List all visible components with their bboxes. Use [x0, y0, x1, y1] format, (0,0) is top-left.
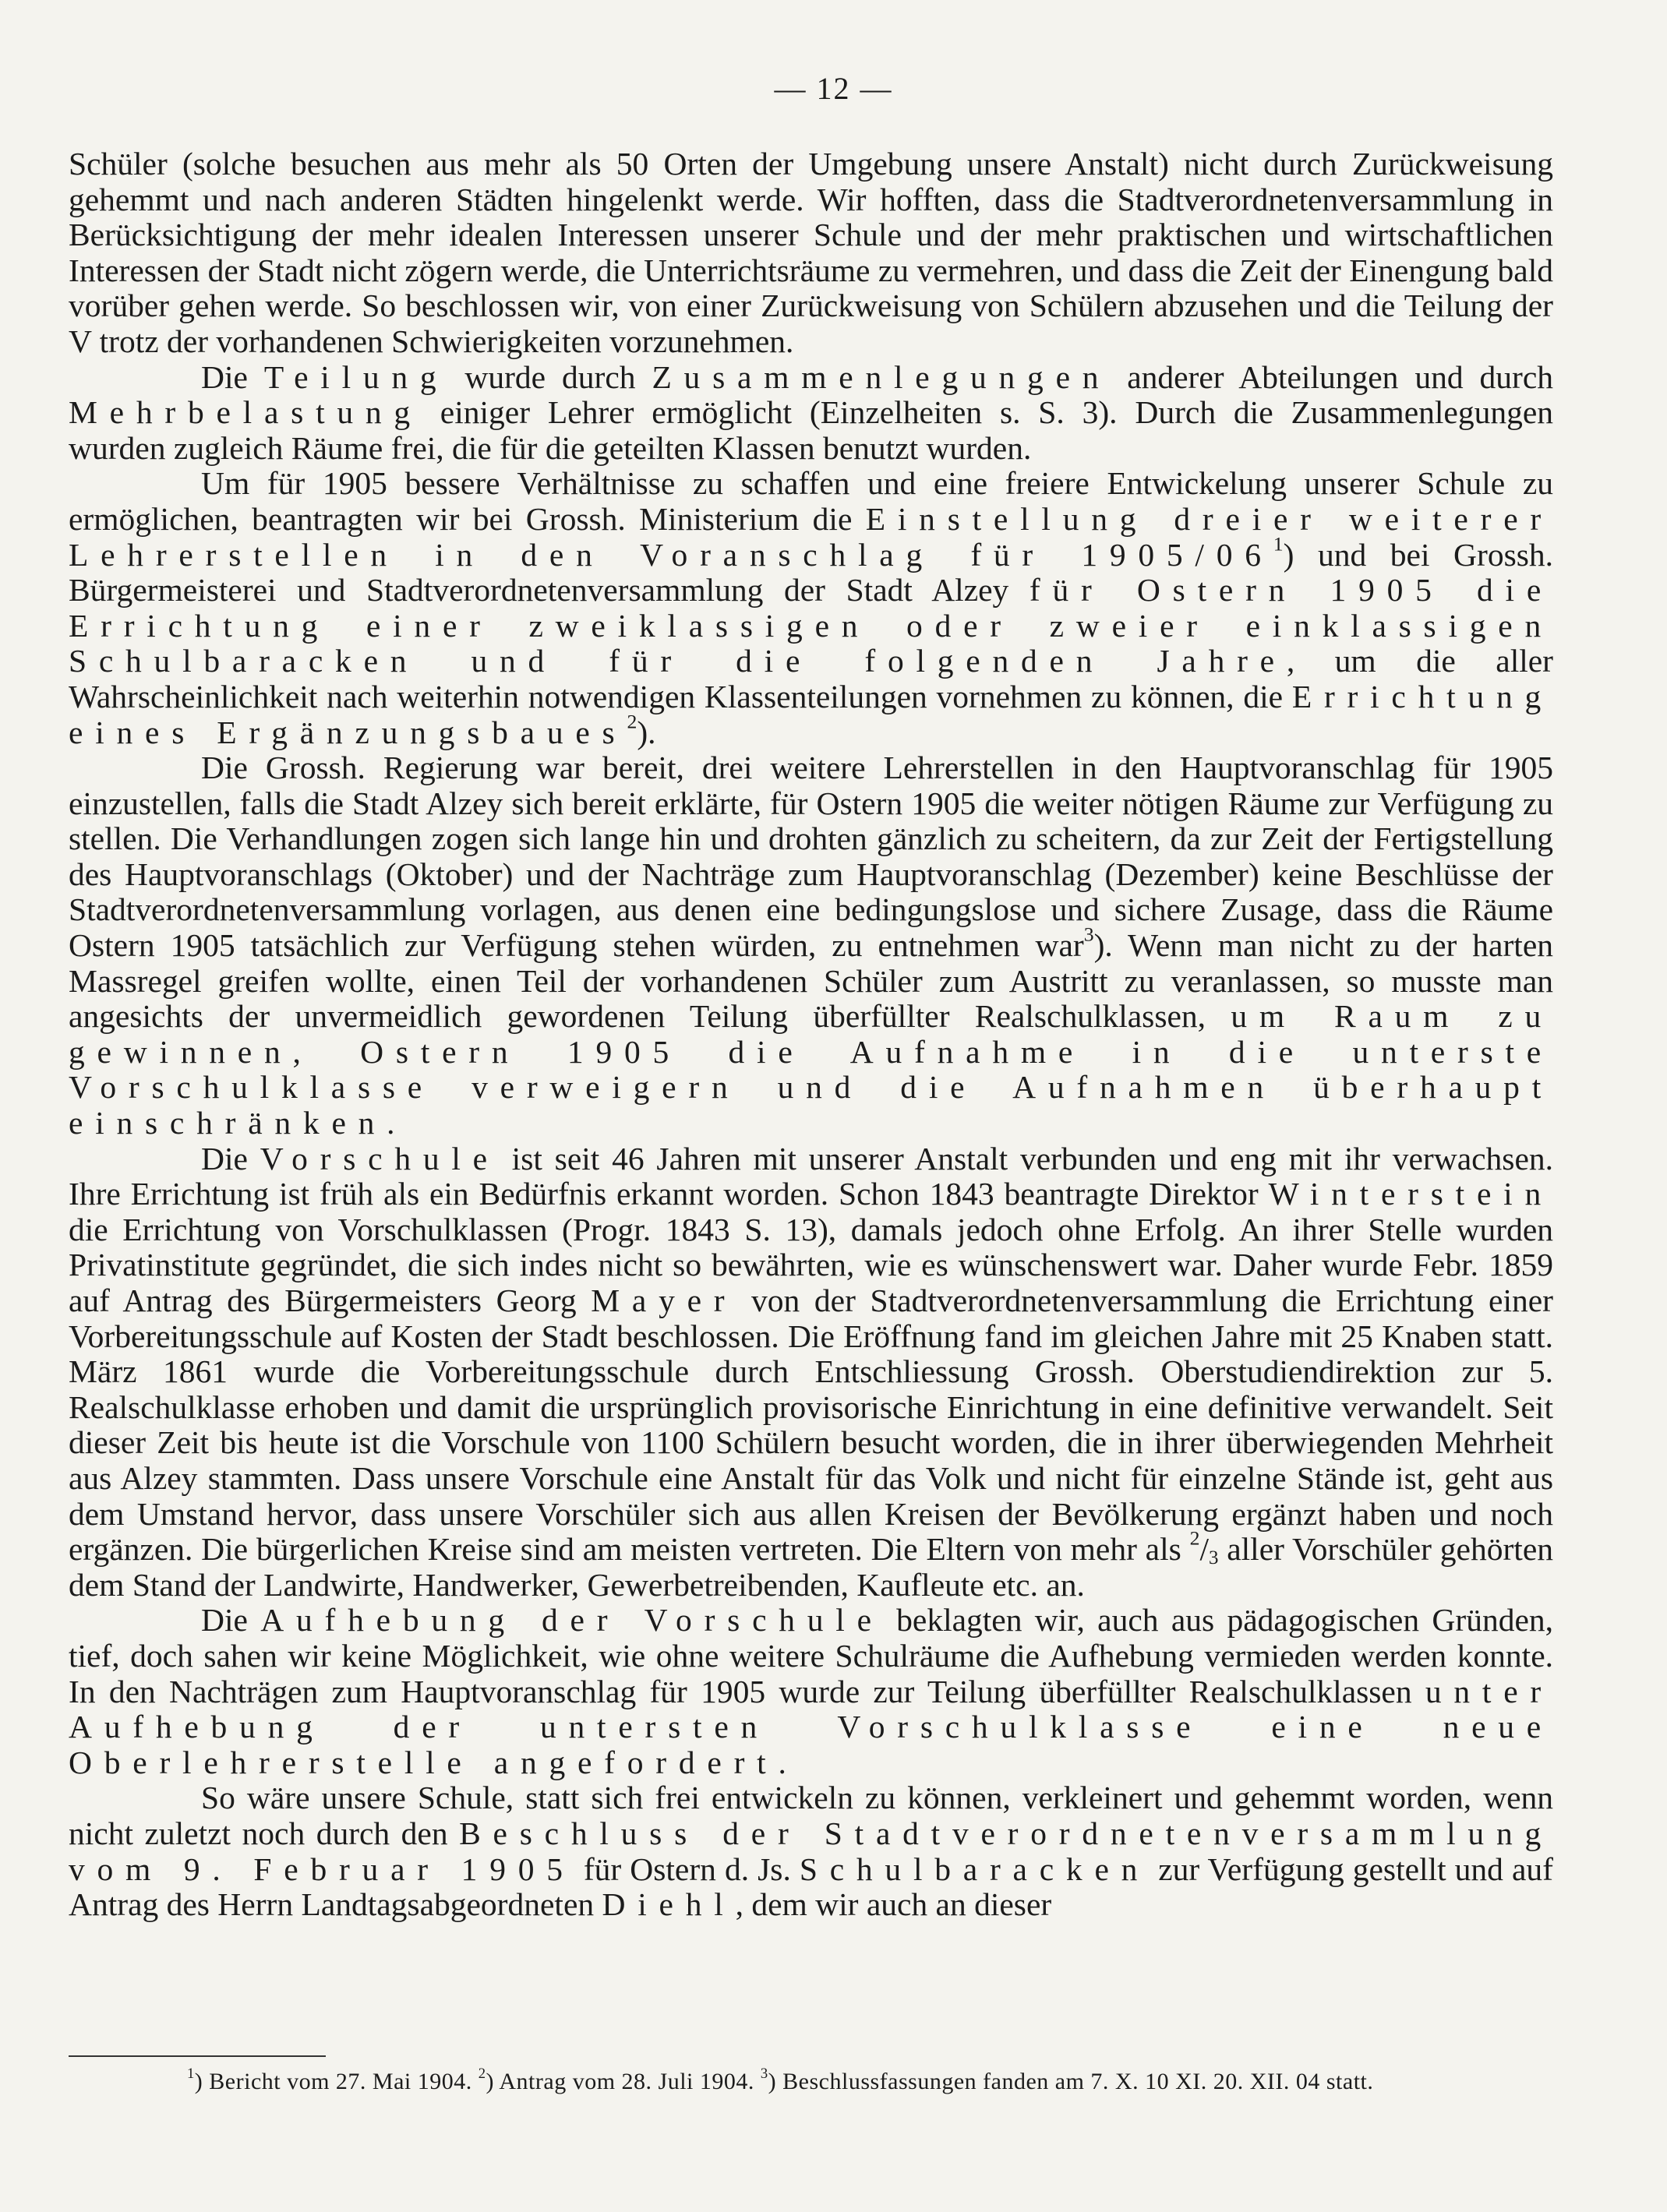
superscript: 3	[760, 2066, 768, 2083]
footnote-divider	[69, 2055, 326, 2057]
paragraph	[69, 146, 1553, 360]
paragraph	[69, 1780, 1553, 1922]
text-run: anderer Abteilungen und durch	[1111, 358, 1554, 395]
paragraph	[69, 466, 1553, 750]
spaced-emphasis: um Raum zu gewinnen, Ostern 1905 die Aufnahme in die unterste Vorschulklasse verweigern und die Aufnahmen überhaupt einschränken	[69, 998, 1554, 1141]
text-run: ) Bericht vom 27. Mai 1904.	[194, 2069, 479, 2094]
spaced-emphasis: Beschluss der Stadtverordnetenversammlung vom 9. Februar 1905	[69, 1815, 1553, 1887]
page-number: — 12 —	[774, 71, 893, 106]
superscript: 1	[1273, 532, 1284, 556]
spaced-emphasis: Einstellung dreier weiterer Lehrerstellen in den Voranschlag für 1905/06	[69, 500, 1553, 573]
text-run: ) und bei Grossh. Bürgermeisterei und Stadtverordnetenversammlung der Stadt Alzey	[69, 536, 1553, 609]
paragraph	[69, 1603, 1553, 1780]
spaced-emphasis: unter Aufhebung der untersten Vorschulklasse eine neue Oberlehrerstelle angefordert	[69, 1673, 1553, 1780]
spaced-emphasis: Vorschule	[260, 1140, 500, 1177]
spaced-emphasis: Aufhebung der Vorschule	[260, 1602, 884, 1639]
text-run: ) Beschlussfassungen fanden am 7. X. 10 XI. 20. XII. 04 statt.	[768, 2069, 1374, 2094]
text-run: von der Stadtverordnetenversammlung die Errichtung einer Vorbereitungsschule auf Kosten der Stadt beschlossen. Die Eröffnung fand im gleichen Jahre mit 25 Knaben statt. März 1861 wurde die Vorbereitungsschule durch Entschliessung Grossh. Oberstudiendirektion zur 5. Realschulklasse erhoben und damit die ursprünglich provisorische Einrichtung in eine definitive verwandelt. Seit dieser Zeit bis heute ist die Vorschule von 1100 Schülern besucht worden, die in ihrer überwiegenden Mehrheit aus Alzey stammten. Dass unsere Vorschule eine Anstalt für das Volk und nicht für einzelne Stände ist, geht aus dem Umstand hervor, dass unsere Vorschüler sich aus allen Kreisen der Bevölkerung ergänzt haben und noch ergänzen. Die bürgerlichen Kreise sind am meisten vertreten. Die Eltern von mehr als	[69, 1282, 1553, 1568]
text-run: /	[1199, 1531, 1209, 1568]
text-run: Die	[201, 1140, 260, 1177]
spaced-emphasis: Mayer	[591, 1282, 737, 1318]
text-run: beklagten wir, auch aus pädagogischen Gründen, tief, doch sahen wir keine Möglichkeit, wie ohne weitere Schulräume die Aufhebung vermieden werden konnte. In den Nachträgen zum Hauptvoranschlag für 1905 wurde zur Teilung überfüllter Realschulklassen	[69, 1602, 1554, 1709]
text-run: wurde durch	[448, 358, 652, 395]
text-run: Um für 1905 bessere Verhältnisse zu schaffen und eine freiere Entwickelung unserer Schule zu ermöglichen, beantragten wir bei Grossh. Ministerium die	[69, 465, 1553, 537]
text-run: , dem wir auch an dieser	[735, 1886, 1052, 1923]
text-run: ist seit 46 Jahren mit unserer Anstalt verbunden und eng mit ihr verwachsen. Ihre Errichtung ist früh als ein Bedürfnis erkannt worden. Schon 1843 beantragte Direktor	[69, 1140, 1553, 1212]
spaced-emphasis: Teilung	[263, 358, 449, 395]
paragraph	[69, 360, 1553, 467]
superscript: 1	[187, 2066, 195, 2083]
text-run: für Ostern d. Js.	[574, 1850, 800, 1887]
text-run: zur Verfügung gestellt und auf Antrag des Herrn Landtagsabgeordneten	[69, 1850, 1553, 1923]
text-run: ) Antrag vom 28. Juli 1904.	[486, 2069, 761, 2094]
paragraph	[69, 750, 1553, 1141]
superscript: 2	[478, 2066, 486, 2083]
text-run: aller Vorschüler gehörten dem Stand der Landwirte, Handwerker, Gewerbetreibenden, Kaufleute etc. an.	[69, 1531, 1553, 1603]
superscript: 3	[1083, 923, 1094, 946]
text-run: einiger Lehrer ermöglicht (Einzelheiten s. S. 3). Durch die Zusammenlegungen wurden zugleich Räume frei, die für die geteilten Klassen benutzt wurden.	[69, 394, 1553, 466]
text-run: .	[387, 1105, 395, 1141]
spaced-emphasis: Errichtung eines Ergänzungsbaues	[69, 678, 1553, 750]
footnotes	[69, 2066, 1667, 2097]
text-run: die Errichtung von Vorschulklassen (Progr. 1843 S. 13), damals jedoch ohne Erfolg. An ihrer Stelle wurden Privatinstitute gegründet, die sich indes nicht so bewährten, wie es wünschenswert war. Daher wurde Febr. 1859 auf Antrag des Bürgermeisters Georg	[69, 1211, 1553, 1318]
paragraph	[69, 1141, 1553, 1603]
spaced-emphasis: Mehrbelastung	[69, 394, 422, 431]
text-run: Die	[201, 1602, 261, 1639]
text-run: Schüler (solche besuchen aus mehr als 50 Orten der Umgebung unsere Anstalt) nicht durch Zurückweisung gehemmt und nach anderen Städten hingelenkt werde. Wir hofften, dass die Stadtverordnetenversammlung in Berücksichtigung der mehr idealen Interessen unserer Schule und der mehr praktischen und wirtschaftlichen Interessen der Stadt nicht zögern werde, die Unterrichtsräume zu vermehren, und dass die Zeit der Einengung bald vorüber gehen werde. So beschlossen wir, von einer Zurückweisung von Schülern abzusehen und die Teilung der V trotz der vorhandenen Schwierigkeiten vorzunehmen.	[69, 146, 1553, 359]
spaced-emphasis: für Ostern 1905 die Errichtung einer zweiklassigen oder zweier einklassigen Schulbaracken und für die folgenden Jahre	[69, 572, 1554, 679]
text-run: ). Wenn man nicht zu der harten Massregel greifen wollte, einen Teil der vorhandenen Schüler zum Austritt zu veranlassen, so musste man angesichts der unvermeidlich gewordenen Teilung überfüllter Realschulklassen,	[69, 927, 1553, 1035]
spaced-emphasis: Winterstein	[1268, 1176, 1553, 1212]
text-run: , um die aller Wahrscheinlichkeit nach weiterhin notwendigen Klassenteilungen vornehmen zu können, die	[69, 643, 1554, 714]
text-run: Die	[201, 358, 264, 395]
text-run: Die Grossh. Regierung war bereit, drei weitere Lehrerstellen in den Hauptvoranschlag für 1905 einzustellen, falls die Stadt Alzey sich bereit erklärte, für Ostern 1905 die weiter nötigen Räume zur Verfügung zu stellen. Die Verhandlungen zogen sich lange hin und drohten gänzlich zu scheitern, da zur Zeit der Fertigstellung des Hauptvoranschlags (Oktober) und der Nachträge zum Hauptvoranschlag (Dezember) keine Beschlüsse der Stadtverordnetenversammlung vorlagen, aus denen eine bedingungslose und sichere Zusage, dass die Räume Ostern 1905 tatsächlich zur Verfügung stehen würden, zu entnehmen war	[69, 750, 1553, 964]
spaced-emphasis: Zusammenlegungen	[652, 358, 1111, 395]
spaced-emphasis: Diehl	[602, 1886, 736, 1923]
text-run: .	[778, 1744, 786, 1780]
text-run: ).	[637, 714, 656, 750]
spaced-emphasis: Schulbaracken	[799, 1850, 1150, 1887]
fraction-denominator: 3	[1208, 1547, 1219, 1569]
superscript: 2	[627, 710, 637, 733]
superscript: 2	[1189, 1526, 1200, 1550]
body-text	[69, 146, 1553, 1923]
text-run: So wäre unsere Schule, statt sich frei entwickeln zu können, verkleinert und gehemmt worden, wenn nicht zuletzt noch durch den	[69, 1780, 1553, 1851]
